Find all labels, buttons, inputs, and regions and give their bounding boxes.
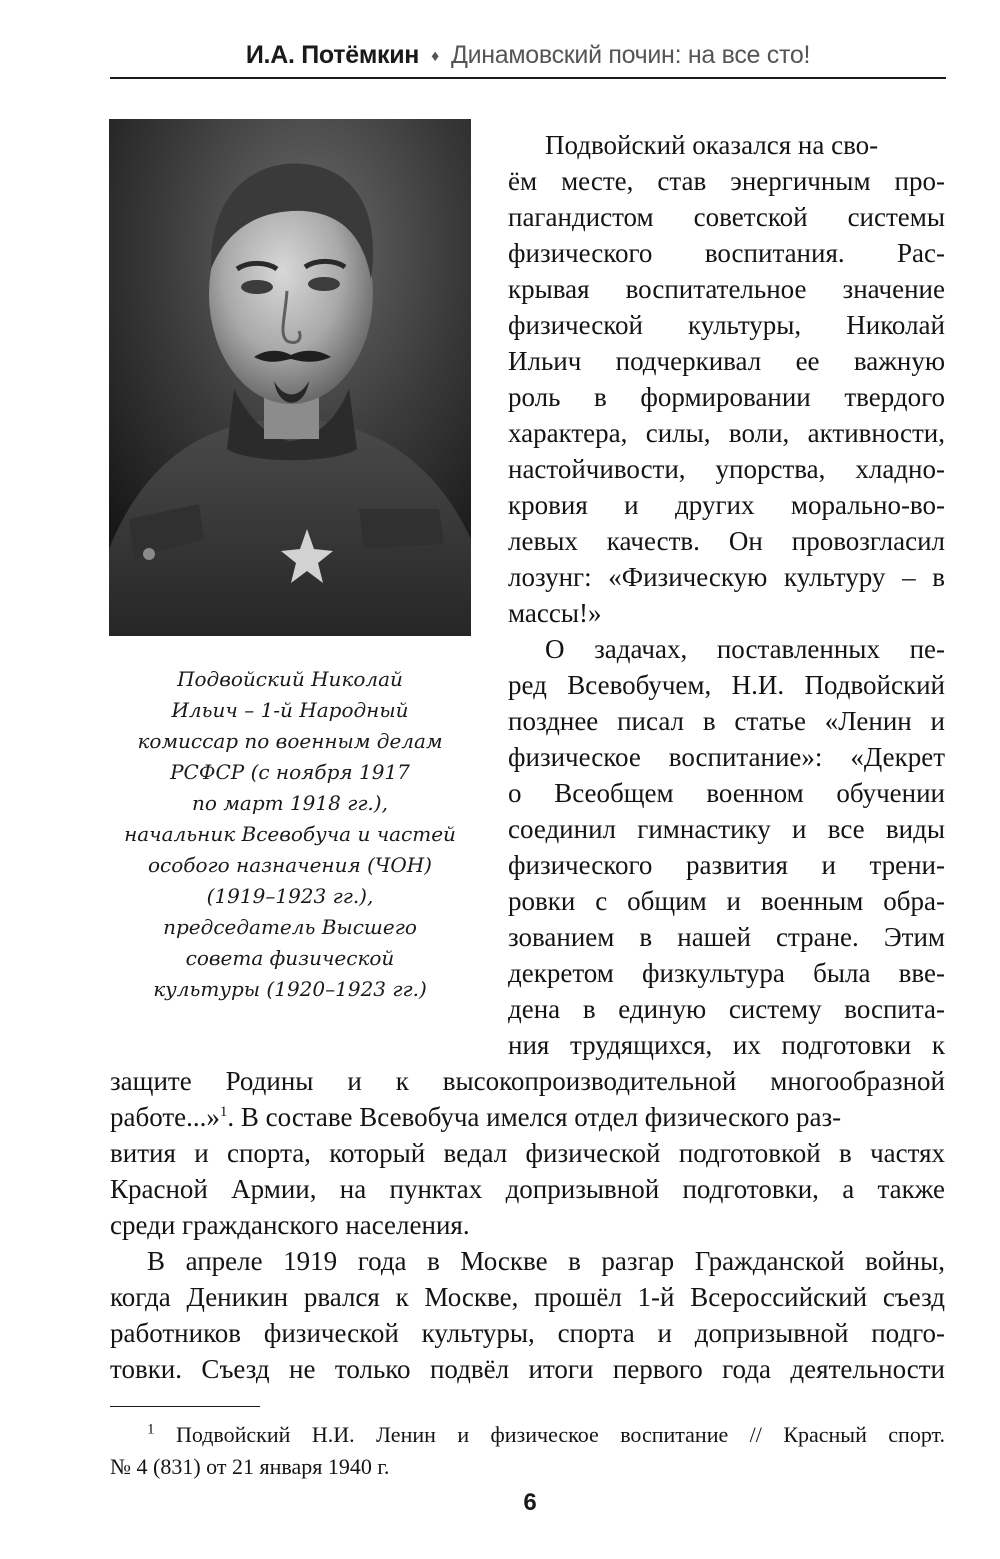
- footnote-line: [147, 1420, 945, 1450]
- body-line: крывая воспитательное значение: [508, 274, 945, 304]
- body-line: работников физической культуры, спорта и допризывной подго-: [110, 1318, 945, 1348]
- body-line: физической культуры, Николай: [508, 310, 945, 340]
- body-text: работе...»: [110, 1102, 220, 1132]
- body-line: ровки с общим и военным обра-: [508, 886, 945, 916]
- body-line-with-footnote-ref: [110, 1100, 945, 1135]
- body-line: позднее писал в статье «Ленин и: [508, 706, 945, 736]
- body-line: декретом физкультура была вве-: [508, 958, 945, 988]
- body-line: Подвойский оказался на сво-: [545, 130, 879, 160]
- body-line: Красной Армии, на пунктах допризывной подготовки, а также: [110, 1174, 945, 1204]
- caption-line: Ильич – 1-й Народный: [171, 698, 409, 722]
- body-line: левых качеств. Он провозгласил: [508, 526, 945, 556]
- caption-line: культуры (1920–1923 гг.): [153, 977, 427, 1001]
- portrait-photo: [109, 119, 471, 636]
- body-line: настойчивости, упорства, хладно-: [508, 454, 945, 484]
- header-book-title: Динамовский почин: на все сто!: [450, 41, 811, 69]
- body-line: характера, силы, воли, активности,: [508, 418, 945, 448]
- body-line: роль в формировании твердого: [508, 382, 945, 412]
- caption-line: Подвойский Николай: [177, 667, 403, 691]
- body-line: физическое воспитание»: «Декрет: [508, 742, 945, 772]
- caption-line: председатель Высшего: [163, 915, 417, 939]
- body-line: В апреле 1919 года в Москве в разгар Гражданской войны,: [147, 1246, 945, 1276]
- running-head: [110, 34, 946, 76]
- header-separator-icon: ♦: [431, 48, 439, 65]
- footnote-line: № 4 (831) от 21 января 1940 г.: [110, 1454, 390, 1479]
- caption-line: особого назначения (ЧОН): [148, 853, 432, 877]
- body-line: защите Родины и к высокопроизводительной многообразной: [110, 1066, 945, 1096]
- caption-line: (1919–1923 гг.),: [206, 884, 374, 908]
- body-line: вития и спорта, который ведал физической подготовкой в частях: [110, 1138, 945, 1168]
- page-number: 6: [523, 1489, 537, 1516]
- body-line: кровия и других морально-во-: [508, 490, 945, 520]
- body-line: ния трудящихся, их подготовки к: [508, 1030, 945, 1060]
- body-line: ём месте, став энергичным про-: [508, 166, 945, 196]
- footnote-reference[interactable]: 1: [219, 1104, 228, 1120]
- body-line: товки. Съезд не только подвёл итоги первого года деятельности: [110, 1354, 945, 1384]
- footnote-marker: 1: [147, 1421, 155, 1438]
- body-line: физического развития и трени-: [508, 850, 945, 880]
- header-rule: [110, 77, 946, 79]
- body-line: среди гражданского населения.: [110, 1210, 470, 1240]
- body-line: О задачах, поставленных пе-: [545, 634, 945, 664]
- caption-line: совета физической: [185, 946, 395, 970]
- body-line: лозунг: «Физическую культуру – в: [508, 562, 945, 592]
- caption-line: комиссар по военным делам: [137, 729, 443, 753]
- caption-line: начальник Всевобуча и частей: [124, 822, 456, 846]
- caption-line: РСФСР (с ноября 1917: [170, 760, 410, 784]
- body-line: зованием в нашей стране. Этим: [508, 922, 945, 952]
- body-line: массы!»: [508, 598, 602, 628]
- header-author: И.А. Потёмкин: [245, 41, 420, 69]
- body-line: когда Деникин рвался к Москве, прошёл 1-й Всероссийский съезд: [110, 1282, 945, 1312]
- footnote-rule: [110, 1406, 260, 1407]
- body-line: дена в единую систему воспита-: [508, 994, 945, 1024]
- body-line: Ильич подчеркивал ее важную: [508, 346, 945, 376]
- body-line: пагандистом советской системы: [508, 202, 945, 232]
- body-line: соединил гимнастику и все виды: [508, 814, 945, 844]
- body-line: физического воспитания. Рас-: [508, 238, 945, 268]
- body-line: о Всеобщем военном обучении: [508, 778, 945, 808]
- footnote-text: Подвойский Н.И. Ленин и физическое воспитание // Красный спорт.: [175, 1422, 946, 1447]
- body-line: ред Всевобучем, Н.И. Подвойский: [508, 670, 945, 700]
- caption-line: по март 1918 гг.),: [192, 791, 388, 815]
- photo-caption: [109, 664, 471, 1005]
- body-text: . В составе Всевобуча имелся отдел физического раз-: [227, 1102, 842, 1132]
